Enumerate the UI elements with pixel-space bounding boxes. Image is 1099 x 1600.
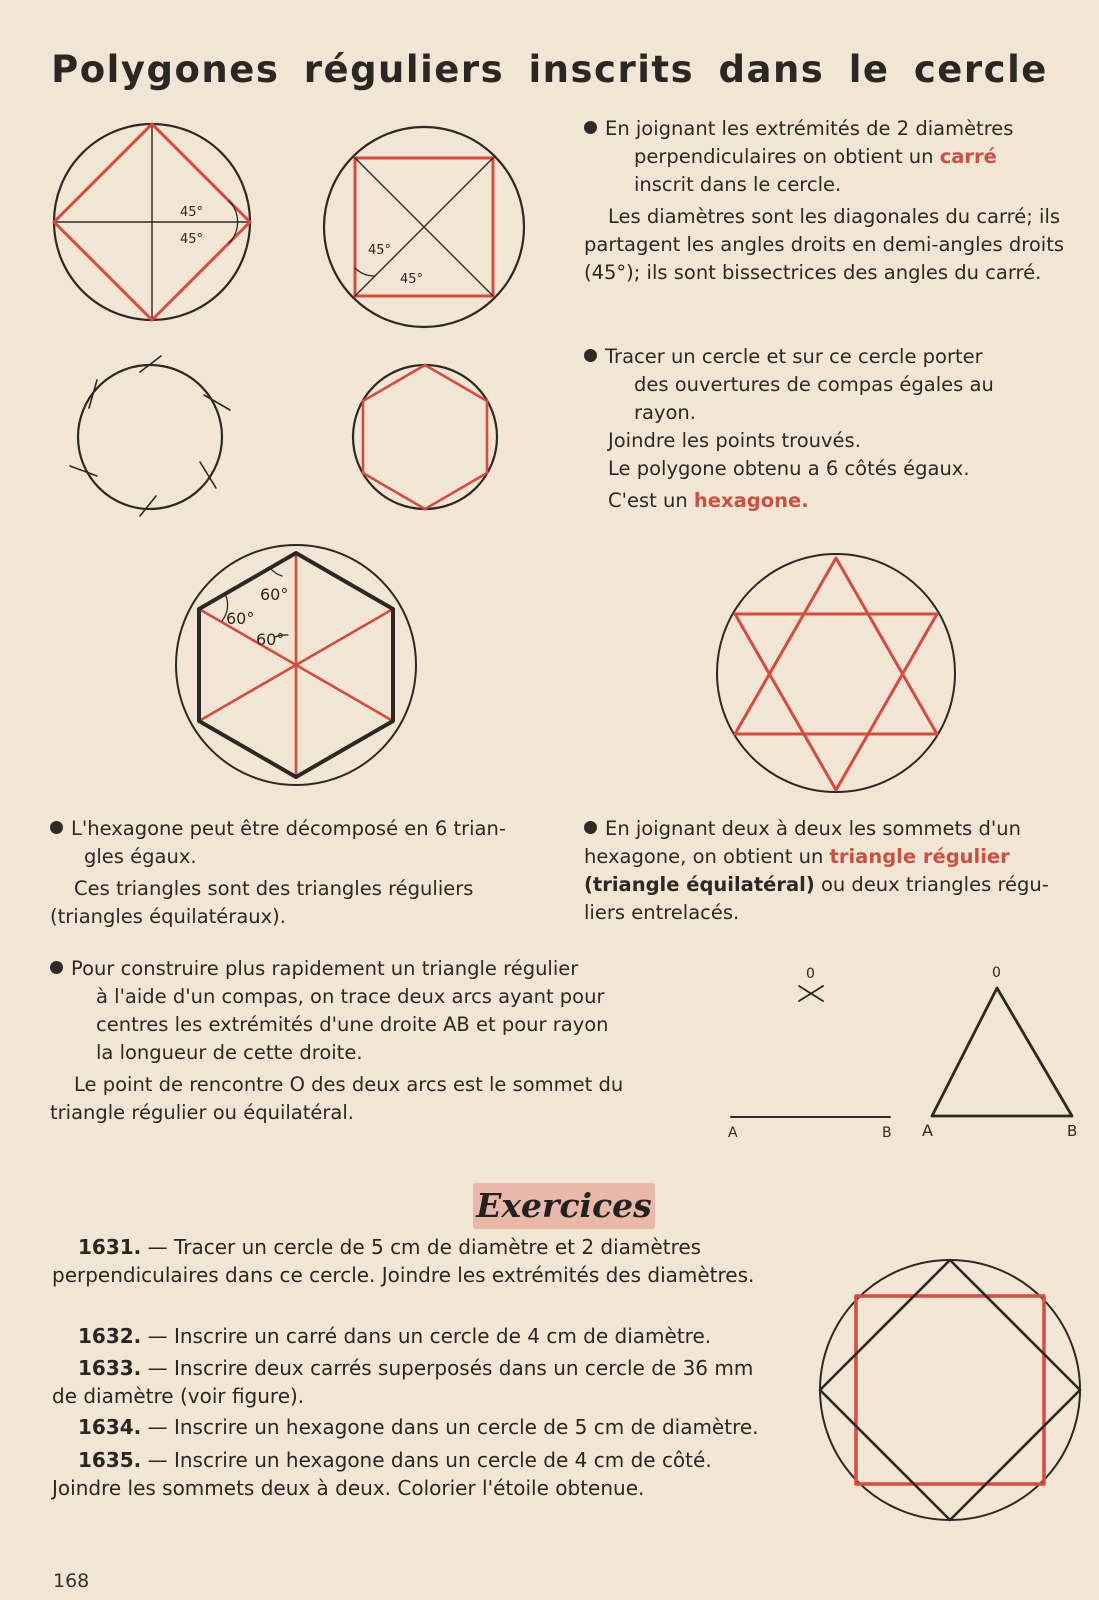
angle-label: 45° bbox=[180, 232, 204, 247]
angle-label: 60° bbox=[226, 609, 255, 628]
exercise-number: 1633. bbox=[78, 1356, 142, 1380]
point-label-a: A bbox=[922, 1121, 933, 1140]
bullet-icon bbox=[584, 121, 597, 134]
section-square bbox=[584, 115, 1084, 287]
exercise-text: — Inscrire un carré dans un cercle de 4 cm de diamètre. bbox=[141, 1324, 712, 1348]
highlight-hexagone: hexagone. bbox=[693, 489, 809, 512]
point-label-b: B bbox=[1067, 1122, 1078, 1140]
angle-label: 45° bbox=[400, 272, 424, 287]
section-triangles-decomp bbox=[50, 815, 550, 931]
figure-ab-arcs bbox=[731, 986, 890, 1117]
page-number: 168 bbox=[53, 1570, 90, 1592]
page-title: Polygones réguliers inscrits dans le cercle bbox=[51, 48, 1048, 91]
exercise-item bbox=[52, 1354, 784, 1410]
exercise-item bbox=[52, 1233, 784, 1289]
hexagon-text: Tracer un cercle et sur ce cercle porter bbox=[605, 345, 983, 368]
bullet-icon bbox=[584, 821, 597, 834]
square-explanation: Les diamètres sont les diagonales du carré; ils partagent les angles droits en demi-angles droits (45°); ils sont bissectrices des angles du carré. bbox=[584, 205, 1065, 284]
decomp-text: L'hexagone peut être décomposé en 6 trian- bbox=[71, 817, 506, 840]
hexagon-text: rayon. bbox=[634, 401, 696, 424]
decomp-text: gles égaux. bbox=[84, 845, 197, 868]
hexagon-text: Le polygone obtenu a 6 côtés égaux. bbox=[608, 457, 970, 480]
construct-text: centres les extrémités d'une droite AB et pour rayon bbox=[96, 1013, 609, 1036]
exercise-number: 1631. bbox=[78, 1235, 142, 1259]
angle-label: 60° bbox=[260, 585, 289, 604]
construct-text: à l'aide d'un compas, on trace deux arcs ayant pour bbox=[96, 985, 605, 1008]
highlight-carre: carré bbox=[939, 145, 997, 168]
exercise-item bbox=[52, 1413, 784, 1441]
star-text: ou deux triangles régu- bbox=[814, 873, 1049, 896]
highlight-triangle-regulier: triangle régulier bbox=[829, 845, 1010, 868]
bullet-icon bbox=[50, 821, 63, 834]
exercises-heading: Exercices bbox=[473, 1183, 655, 1229]
exercise-text: — Tracer un cercle de 5 cm de diamètre et 2 diamètres perpendiculaires dans ce cercle. Joindre les extrémités des diamètres. bbox=[52, 1235, 755, 1287]
hexagon-text: des ouvertures de compas égales au bbox=[634, 373, 994, 396]
hexagon-text: Joindre les points trouvés. bbox=[608, 429, 861, 452]
square-text: En joignant les extrémités de 2 diamètres bbox=[605, 117, 1014, 140]
star-text: liers entrelacés. bbox=[584, 901, 740, 924]
bullet-icon bbox=[50, 961, 63, 974]
construct-text: Pour construire plus rapidement un triangle régulier bbox=[71, 957, 579, 980]
figure-hexagon-triangles bbox=[176, 545, 416, 785]
point-label-a: A bbox=[728, 1125, 738, 1141]
figure-hexagon bbox=[353, 365, 497, 509]
section-star bbox=[584, 815, 1084, 927]
section-construct bbox=[50, 955, 690, 1127]
exercise-number: 1632. bbox=[78, 1324, 142, 1348]
square-text: perpendiculaires on obtient un bbox=[634, 145, 940, 168]
construct-text: la longueur de cette droite. bbox=[96, 1041, 363, 1064]
star-text: En joignant deux à deux les sommets d'un bbox=[605, 817, 1021, 840]
exercise-item bbox=[52, 1322, 784, 1350]
construct-explanation: Le point de rencontre O des deux arcs est le sommet du triangle régulier ou équilatéral. bbox=[50, 1073, 624, 1124]
point-label-o: 0 bbox=[992, 965, 1001, 981]
figure-equilateral-triangle bbox=[932, 988, 1072, 1116]
angle-label: 45° bbox=[180, 205, 204, 220]
point-label-b: B bbox=[882, 1125, 892, 1141]
square-text: inscrit dans le cercle. bbox=[634, 173, 842, 196]
figure-two-squares bbox=[820, 1260, 1080, 1520]
exercise-number: 1635. bbox=[78, 1448, 142, 1472]
exercise-text: — Inscrire deux carrés superposés dans un cercle de 36 mm de diamètre (voir figure). bbox=[52, 1356, 754, 1408]
figure-square-inscribed bbox=[324, 127, 524, 327]
exercise-text: — Inscrire un hexagone dans un cercle de 4 cm de côté. Joindre les sommets deux à deux. Colorier l'étoile obtenue. bbox=[52, 1448, 712, 1500]
exercise-number: 1634. bbox=[78, 1415, 142, 1439]
hexagon-text: C'est un bbox=[608, 489, 694, 512]
section-hexagon bbox=[584, 343, 1084, 515]
figure-square-diamond bbox=[54, 124, 250, 320]
point-label-o: 0 bbox=[806, 966, 815, 982]
angle-label: 60° bbox=[256, 630, 285, 649]
angle-label: 45° bbox=[368, 243, 392, 258]
exercise-item bbox=[52, 1446, 784, 1502]
figure-compass-marks bbox=[70, 356, 230, 516]
star-text: hexagone, on obtient un bbox=[584, 845, 830, 868]
decomp-explanation: Ces triangles sont des triangles réguliers (triangles équilatéraux). bbox=[50, 877, 474, 928]
figure-star bbox=[717, 554, 955, 792]
bullet-icon bbox=[584, 349, 597, 362]
exercise-text: — Inscrire un hexagone dans un cercle de 5 cm de diamètre. bbox=[141, 1415, 759, 1439]
star-text-bold: (triangle équilatéral) bbox=[584, 873, 815, 896]
